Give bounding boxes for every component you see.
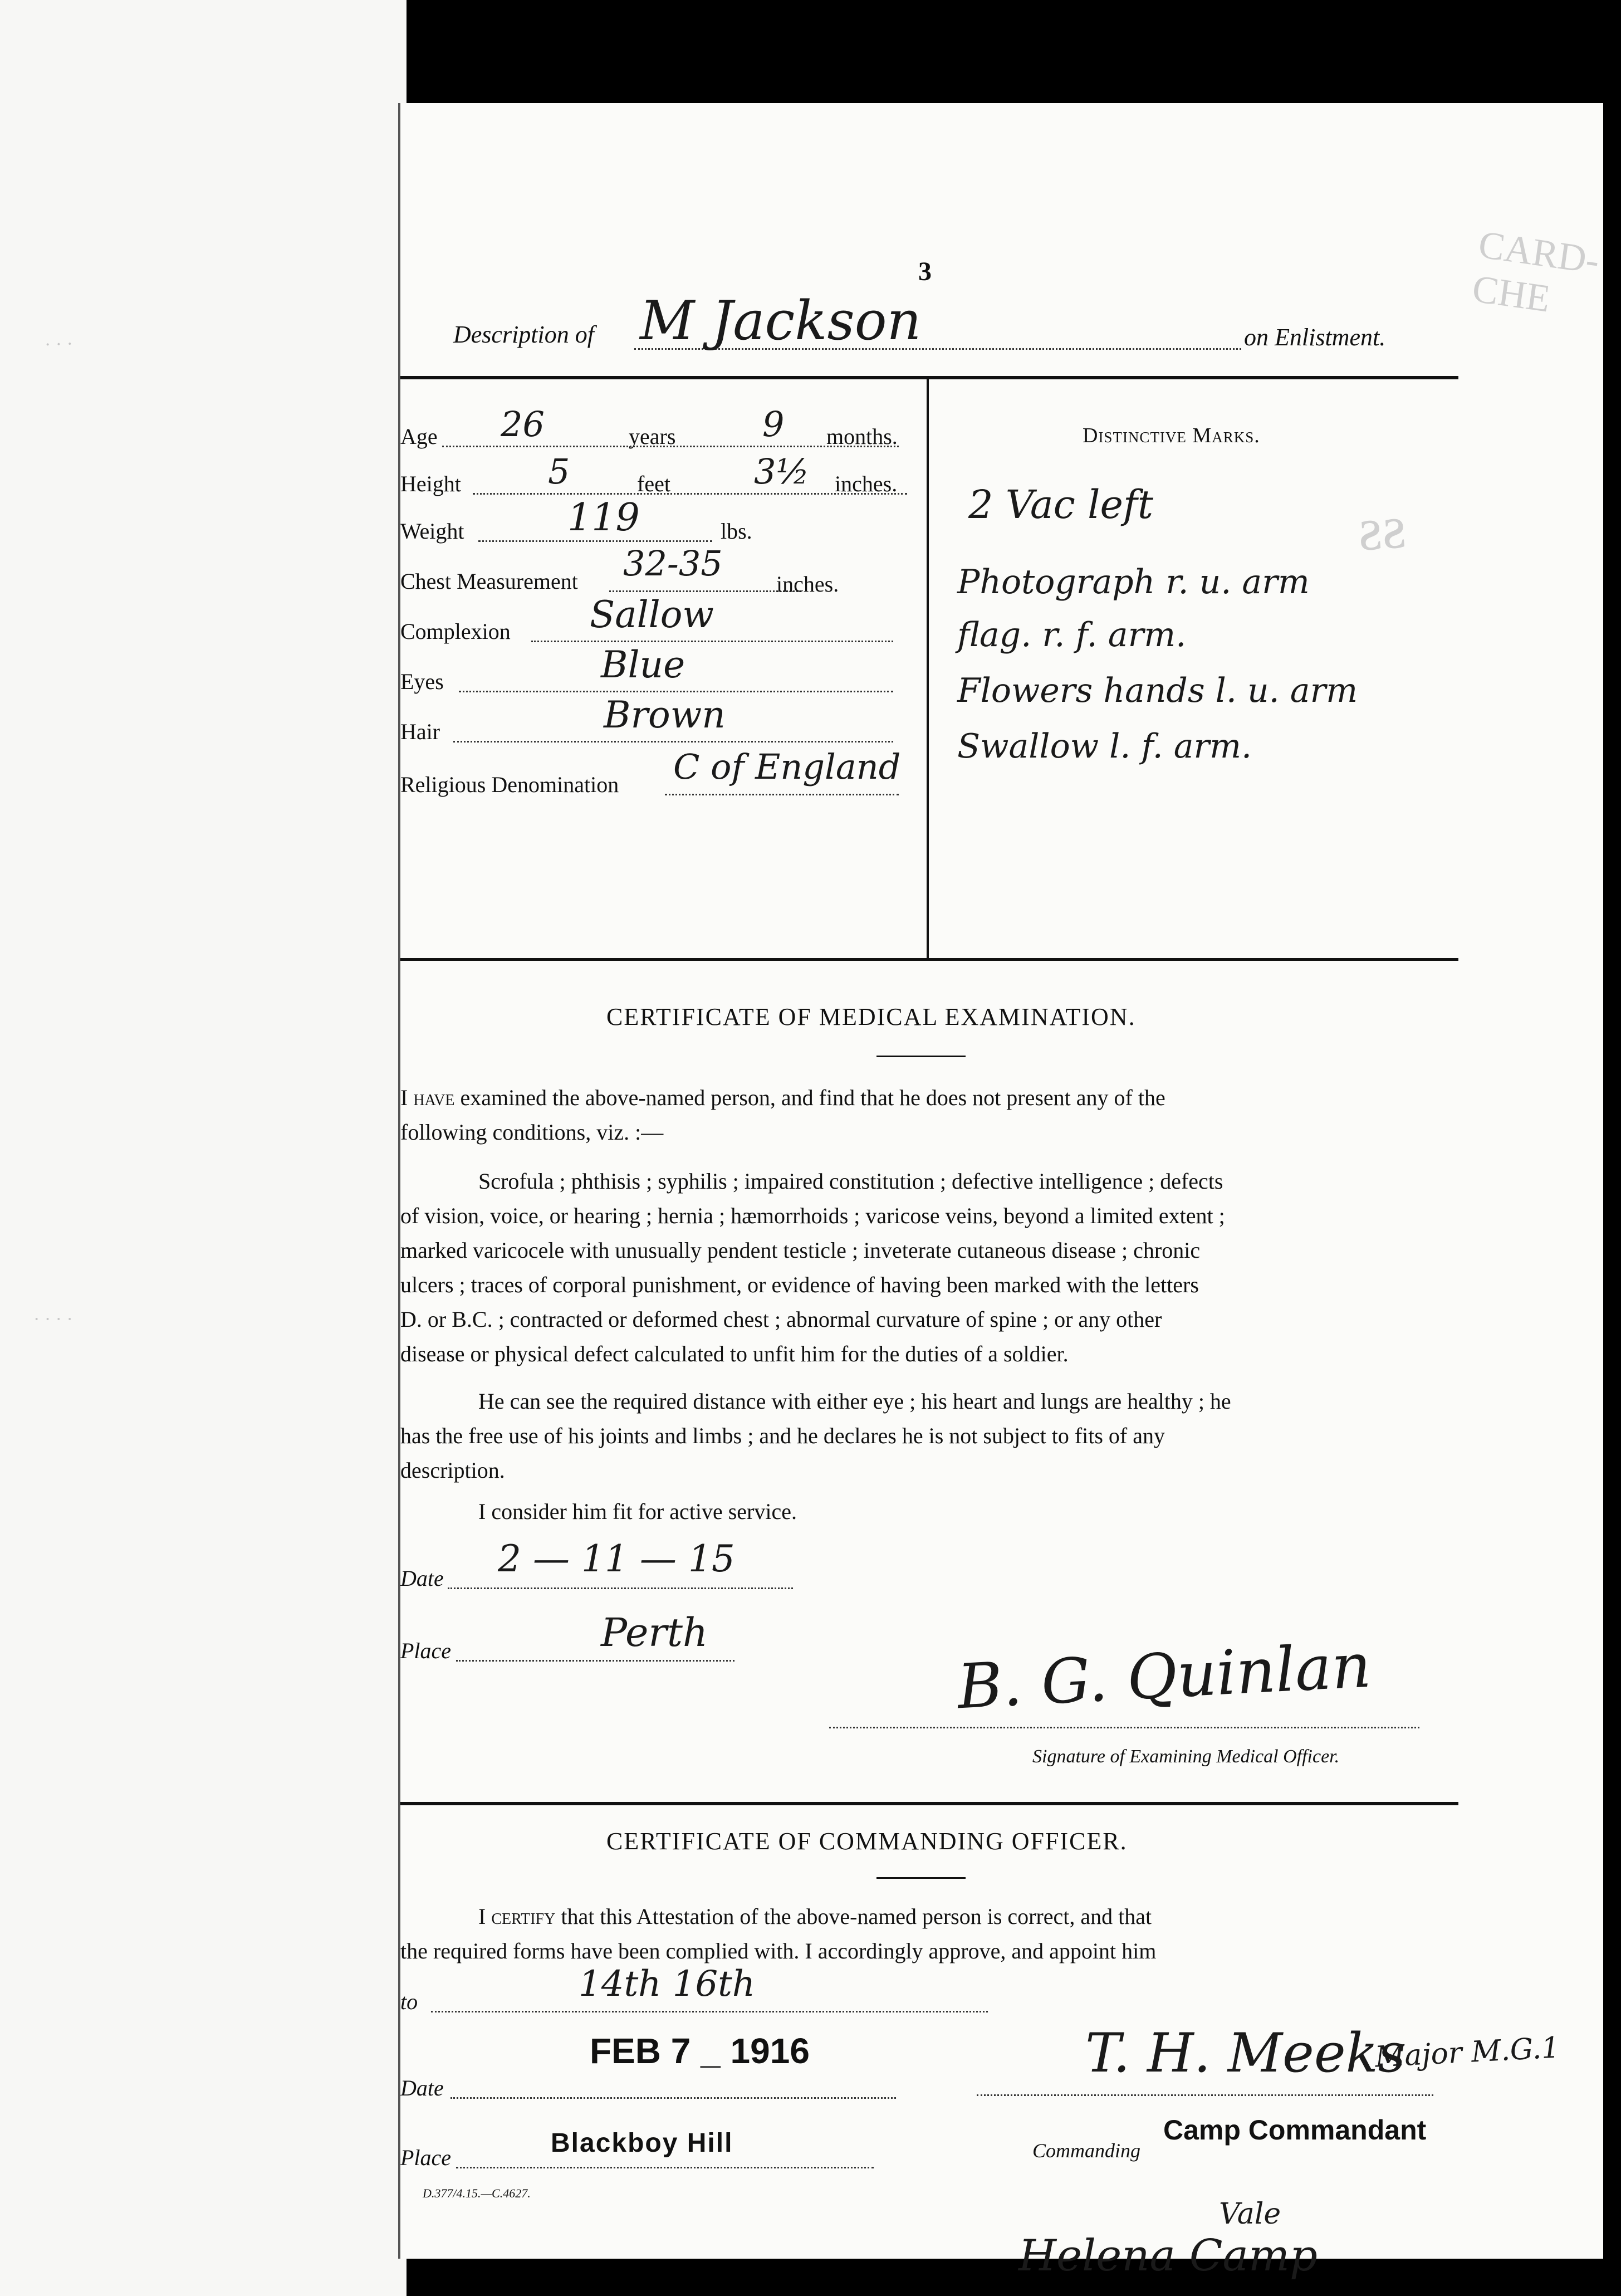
commanding-place-stamp: Blackboy Hill xyxy=(551,2128,733,2158)
commanding-officer-rank: Major M.G.1 xyxy=(1374,2031,1561,2074)
inches-label: inches. xyxy=(835,471,898,496)
fitness-line: description. xyxy=(400,1458,505,1483)
chest-label: Chest Measurement xyxy=(400,569,578,594)
bleed-through-mark: CARD-CHE xyxy=(1470,223,1602,321)
weight-label: Weight xyxy=(400,519,464,544)
medical-date-label: Date xyxy=(400,1566,444,1591)
feet-label: feet xyxy=(637,471,670,496)
hair-label: Hair xyxy=(400,719,440,744)
months-label: months. xyxy=(826,424,898,449)
medical-date-value: 2 — 11 — 15 xyxy=(498,1537,735,1580)
medical-intro-line2: following conditions, viz. :— xyxy=(400,1120,664,1145)
height-label: Height xyxy=(400,471,461,496)
commanding-place-label: Place xyxy=(400,2145,452,2170)
hair-dotted-line xyxy=(453,741,893,742)
appoint-to-value: 14th 16th xyxy=(579,1963,756,2005)
commanding-heading: CERTIFICATE OF COMMANDING OFFICER. xyxy=(606,1828,1128,1855)
conditions-line: D. or B.C. ; contracted or deformed chest ; abnormal curvature of spine ; or any other xyxy=(400,1307,1162,1332)
height-feet-value: 5 xyxy=(548,451,570,492)
medical-place-label: Place xyxy=(400,1638,452,1663)
religion-label: Religious Denomination xyxy=(400,772,619,797)
box-top-rule xyxy=(400,376,1458,379)
faded-bleed-text: · · · · xyxy=(33,1309,73,1330)
location-note-top: Vale xyxy=(1219,2197,1281,2231)
form-code: D.377/4.15.—C.4627. xyxy=(423,2186,531,2200)
age-label: Age xyxy=(400,424,438,449)
left-page-strip xyxy=(0,0,407,2296)
soldier-name: M Jackson xyxy=(640,290,922,352)
medical-date-dotted-line xyxy=(448,1587,793,1589)
certify-line xyxy=(400,1899,1458,1934)
camp-commandant-stamp: Camp Commandant xyxy=(1163,2114,1427,2146)
conditions-line: Scrofula ; phthisis ; syphilis ; impaired constitution ; defective intelligence ; defects xyxy=(478,1169,1223,1194)
eyes-dotted-line xyxy=(459,691,893,692)
weight-dotted-line xyxy=(478,540,712,542)
medical-intro-lead: I have xyxy=(400,1085,455,1110)
medical-heading-rule xyxy=(876,1056,966,1057)
box-divider xyxy=(927,379,929,959)
eyes-value: Blue xyxy=(601,643,685,686)
conditions-line: marked varicocele with unusually pendent testicle ; inveterate cutaneous disease ; chronic xyxy=(400,1238,1201,1263)
medical-place-value: Perth xyxy=(601,1610,708,1655)
commanding-date-label: Date xyxy=(400,2075,444,2100)
religion-value: C of England xyxy=(673,746,901,787)
complexion-value: Sallow xyxy=(590,593,714,636)
section-divider-rule xyxy=(400,1802,1458,1805)
fitness-line: He can see the required distance with either eye ; his heart and lungs are healthy ; he xyxy=(478,1389,1231,1414)
medical-fitness xyxy=(400,1384,1458,1488)
lbs-label: lbs. xyxy=(721,519,752,544)
height-inches-value: 3½ xyxy=(754,451,810,492)
hair-value: Brown xyxy=(604,693,726,736)
medical-conditions xyxy=(400,1164,1458,1371)
attestation-sheet xyxy=(398,103,1603,2281)
fitness-line: has the free use of his joints and limbs ; and he declares he is not subject to fits of any xyxy=(400,1423,1165,1448)
eyes-label: Eyes xyxy=(400,669,444,694)
description-label: Description of xyxy=(453,321,594,348)
complexion-dotted-line xyxy=(531,641,893,642)
chest-dotted-line xyxy=(609,590,801,592)
distinctive-mark-line: flag. r. f. arm. xyxy=(957,615,1187,654)
distinctive-mark-line: Photograph r. u. arm xyxy=(957,563,1310,602)
age-years-value: 26 xyxy=(501,404,545,444)
age-months-value: 9 xyxy=(762,404,785,444)
medical-signature-caption: Signature of Examining Medical Officer. xyxy=(1032,1746,1340,1767)
commanding-place-dotted-line xyxy=(456,2167,874,2168)
conditions-line: disease or physical defect calculated to unfit him for the duties of a soldier. xyxy=(400,1341,1069,1366)
chest-value: 32-35 xyxy=(623,543,723,584)
enlistment-label: on Enlistment. xyxy=(1244,324,1386,351)
medical-heading: CERTIFICATE OF MEDICAL EXAMINATION. xyxy=(606,1003,1136,1030)
medical-officer-signature: B. G. Quinlan xyxy=(956,1629,1373,1723)
distinctive-mark-line: Flowers hands l. u. arm xyxy=(957,671,1358,710)
commanding-label: Commanding xyxy=(1032,2139,1141,2162)
commanding-signature-dotted-line xyxy=(977,2094,1433,2096)
medical-place-dotted-line xyxy=(456,1660,734,1662)
years-label: years xyxy=(629,424,676,449)
appoint-to-label: to xyxy=(400,1989,418,2014)
distinctive-mark-line: 2 Vac left xyxy=(968,482,1153,527)
complexion-label: Complexion xyxy=(400,619,511,644)
faded-bleed-text: · · · xyxy=(44,334,74,355)
medical-signature-dotted-line xyxy=(829,1727,1419,1728)
fitness-statement: I consider him fit for active service. xyxy=(478,1499,797,1524)
appoint-to-dotted-line xyxy=(431,2011,988,2012)
page-number: 3 xyxy=(918,257,932,286)
weight-value: 119 xyxy=(567,496,640,540)
commanding-officer-signature: T. H. Meeks xyxy=(1085,2022,1406,2084)
chest-unit-label: inches. xyxy=(776,571,839,597)
commanding-date-dotted-line xyxy=(450,2097,896,2099)
conditions-line: of vision, voice, or hearing ; hernia ; hæmorrhoids ; varicose veins, beyond a limited extent ; xyxy=(400,1203,1225,1228)
distinctive-marks-heading: Distinctive Marks. xyxy=(1083,424,1260,447)
commanding-heading-rule xyxy=(876,1877,966,1879)
date-stamp: FEB 7 _ 1916 xyxy=(590,2031,810,2071)
certify-rest: that this Attestation of the above-named person is correct, and that xyxy=(561,1904,1152,1929)
medical-intro xyxy=(400,1081,1458,1150)
medical-intro-rest: examined the above-named person, and find that he does not present any of the xyxy=(460,1085,1165,1110)
certify-line2: the required forms have been complied with. I accordingly approve, and appoint him xyxy=(400,1938,1157,1963)
bleed-through-mark: ƨƨ xyxy=(1355,492,1408,564)
certify-lead: I certify xyxy=(478,1904,556,1929)
commanding-certify xyxy=(400,1899,1458,1968)
location-note: Helena Camp xyxy=(1018,2231,1318,2281)
box-bottom-rule xyxy=(400,958,1458,961)
religion-dotted-line xyxy=(665,794,899,795)
distinctive-mark-line: Swallow l. f. arm. xyxy=(957,727,1252,766)
conditions-line: ulcers ; traces of corporal punishment, or evidence of having been marked with the letters xyxy=(400,1272,1199,1297)
